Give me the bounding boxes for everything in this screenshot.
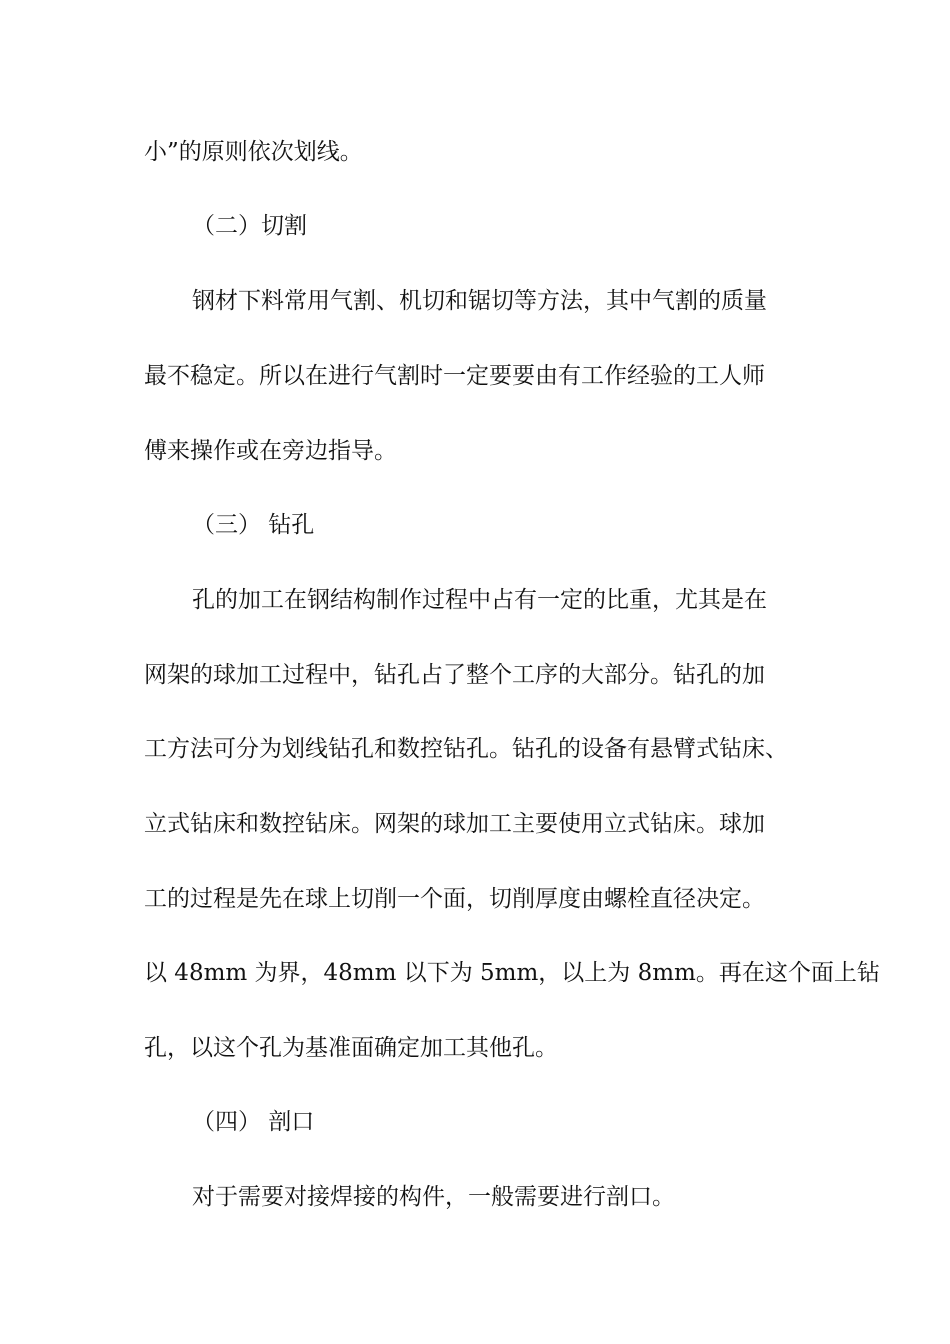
paragraph-line: 工的过程是先在球上切削一个面，切削厚度由螺栓直径决定。: [144, 886, 765, 912]
paragraph-line: 小”的原则依次划线。: [144, 139, 363, 165]
paragraph-line: 钢材下料常用气割、机切和锯切等方法，其中气割的质量: [192, 288, 767, 314]
section-heading-drilling: （三） 钻孔: [192, 512, 315, 538]
paragraph-line: 孔，以这个孔为基准面确定加工其他孔。: [144, 1035, 558, 1061]
paragraph-line: 以 48mm 为界，48mm 以下为 5mm，以上为 8mm。再在这个面上钻: [144, 960, 880, 986]
paragraph-line: 孔的加工在钢结构制作过程中占有一定的比重，尤其是在: [192, 587, 767, 613]
paragraph-line: 工方法可分为划线钻孔和数控钻孔。钻孔的设备有悬臂式钻床、: [144, 736, 788, 762]
paragraph-line: 网架的球加工过程中，钻孔占了整个工序的大部分。钻孔的加: [144, 662, 765, 688]
section-heading-cutting: （二）切割: [192, 213, 307, 239]
paragraph-line: 傅来操作或在旁边指导。: [144, 438, 397, 464]
paragraph-line: 最不稳定。所以在进行气割时一定要要由有工作经验的工人师: [144, 363, 765, 389]
section-heading-beveling: （四） 剖口: [192, 1109, 315, 1135]
paragraph-line: 对于需要对接焊接的构件，一般需要进行剖口。: [192, 1184, 675, 1210]
paragraph-line: 立式钻床和数控钻床。网架的球加工主要使用立式钻床。球加: [144, 811, 765, 837]
